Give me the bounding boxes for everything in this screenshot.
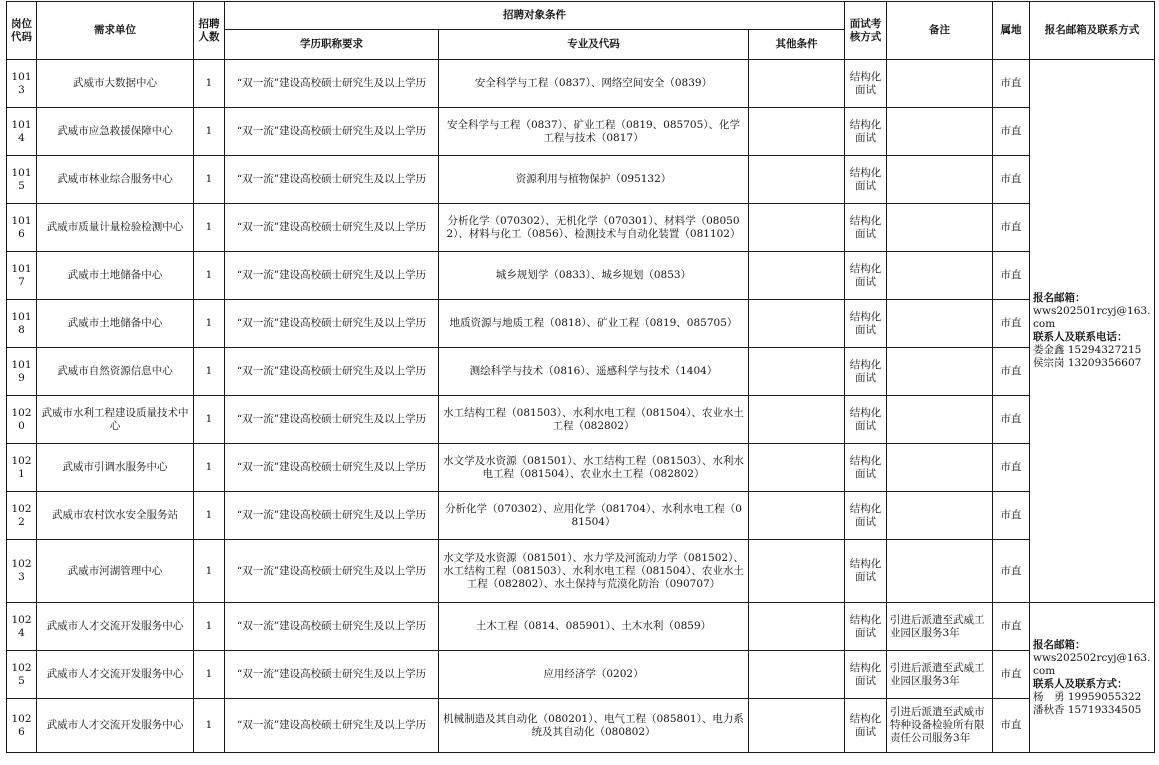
post-code-cell: 1025 [7, 651, 37, 699]
education-cell: “双一流”建设高校硕士研究生及以上学历 [225, 348, 439, 396]
remarks-cell [887, 60, 993, 108]
post-code-cell: 1023 [7, 540, 37, 603]
education-cell: “双一流”建设高校硕士研究生及以上学历 [225, 699, 439, 753]
area-cell: 市直 [993, 252, 1030, 300]
header-area: 属地 [993, 2, 1030, 60]
education-cell: “双一流”建设高校硕士研究生及以上学历 [225, 156, 439, 204]
remarks-cell: 引进后派遣至武威市特种设备检验所有限责任公司服务3年 [887, 699, 993, 753]
count-cell: 1 [194, 444, 225, 492]
unit-cell: 武威市水利工程建设质量技术中心 [37, 396, 194, 444]
contact-person: 杨 勇 19959055322 [1033, 690, 1142, 703]
contact-cell [1030, 60, 1155, 603]
remarks-cell [887, 444, 993, 492]
table-row [7, 60, 1155, 108]
post-code-cell: 1019 [7, 348, 37, 396]
major-cell: 水工结构工程（081503）、水利水电工程（081504）、农业水土工程（082802） [439, 396, 749, 444]
header-major: 专业及代码 [439, 30, 749, 60]
post-code-cell: 1026 [7, 699, 37, 753]
major-cell: 机械制造及其自动化（080201）、电气工程（085801）、电力系统及其自动化（080802） [439, 699, 749, 753]
unit-cell: 武威市土地储备中心 [37, 300, 194, 348]
remarks-cell [887, 300, 993, 348]
other-cell [749, 108, 845, 156]
major-cell: 水文学及水资源（081501）、水力学及河流动力学（081502）、水工结构工程（081503）、水利水电工程（081504）、农业水土工程（082802）、水土保持与荒漠化防治（090707） [439, 540, 749, 603]
header-remarks: 备注 [887, 2, 993, 60]
post-code-cell: 1014 [7, 108, 37, 156]
contact-cell [1030, 603, 1155, 753]
interview-cell: 结构化面试 [845, 492, 887, 540]
unit-cell: 武威市人才交流开发服务中心 [37, 651, 194, 699]
remarks-cell [887, 396, 993, 444]
unit-cell: 武威市人才交流开发服务中心 [37, 603, 194, 651]
interview-cell: 结构化面试 [845, 603, 887, 651]
other-cell [749, 444, 845, 492]
area-cell: 市直 [993, 444, 1030, 492]
interview-cell: 结构化面试 [845, 699, 887, 753]
other-cell [749, 156, 845, 204]
count-cell: 1 [194, 699, 225, 753]
count-cell: 1 [194, 540, 225, 603]
other-cell [749, 651, 845, 699]
major-cell: 地质资源与地质工程（0818）、矿业工程（0819、085705） [439, 300, 749, 348]
major-cell: 资源利用与植物保护（095132） [439, 156, 749, 204]
education-cell: “双一流”建设高校硕士研究生及以上学历 [225, 396, 439, 444]
other-cell [749, 300, 845, 348]
contact-person: 潘秋香 15719334505 [1033, 703, 1142, 716]
education-cell: “双一流”建设高校硕士研究生及以上学历 [225, 444, 439, 492]
unit-cell: 武威市林业综合服务中心 [37, 156, 194, 204]
table-row [7, 603, 1155, 651]
area-cell: 市直 [993, 348, 1030, 396]
table-row [7, 444, 1155, 492]
interview-cell: 结构化面试 [845, 396, 887, 444]
header-count: 招聘人数 [194, 2, 225, 60]
remarks-cell [887, 156, 993, 204]
education-cell: “双一流”建设高校硕士研究生及以上学历 [225, 540, 439, 603]
header-post-code: 岗位代码 [7, 2, 37, 60]
contact-people-label: 联系人及联系方式： [1033, 677, 1128, 690]
other-cell [749, 60, 845, 108]
education-cell: “双一流”建设高校硕士研究生及以上学历 [225, 300, 439, 348]
post-code-cell: 1020 [7, 396, 37, 444]
table-row [7, 156, 1155, 204]
remarks-cell: 引进后派遣至武威工业园区服务3年 [887, 603, 993, 651]
area-cell: 市直 [993, 540, 1030, 603]
remarks-cell [887, 108, 993, 156]
count-cell: 1 [194, 156, 225, 204]
post-code-cell: 1021 [7, 444, 37, 492]
education-cell: “双一流”建设高校硕士研究生及以上学历 [225, 492, 439, 540]
contact-person: 娄金鑫 15294327215 [1033, 344, 1142, 356]
major-cell: 分析化学（070302）、应用化学（081704）、水利水电工程（081504） [439, 492, 749, 540]
interview-cell: 结构化面试 [845, 444, 887, 492]
unit-cell: 武威市人才交流开发服务中心 [37, 699, 194, 753]
count-cell: 1 [194, 300, 225, 348]
major-cell: 土木工程（0814、085901）、土木水利（0859） [439, 603, 749, 651]
major-cell: 安全科学与工程（0837）、矿业工程（0819、085705）、化学工程与技术（0817） [439, 108, 749, 156]
area-cell: 市直 [993, 603, 1030, 651]
table-row [7, 396, 1155, 444]
other-cell [749, 492, 845, 540]
education-cell: “双一流”建设高校硕士研究生及以上学历 [225, 108, 439, 156]
unit-cell: 武威市土地储备中心 [37, 252, 194, 300]
area-cell: 市直 [993, 300, 1030, 348]
unit-cell: 武威市质量计量检验检测中心 [37, 204, 194, 252]
area-cell: 市直 [993, 651, 1030, 699]
interview-cell: 结构化面试 [845, 108, 887, 156]
major-cell: 城乡规划学（0833）、城乡规划（0853） [439, 252, 749, 300]
area-cell: 市直 [993, 60, 1030, 108]
count-cell: 1 [194, 396, 225, 444]
post-code-cell: 1013 [7, 60, 37, 108]
contact-people-label: 联系人及联系电话： [1033, 331, 1128, 343]
major-cell: 水文学及水资源（081501）、水工结构工程（081503）、水利水电工程（081504）、农业水土工程（082802） [439, 444, 749, 492]
email-address: wws202501rcyj@163.com [1033, 305, 1151, 330]
email-label: 报名邮箱： [1033, 292, 1086, 304]
recruitment-table-wrapper [6, 1, 1155, 753]
remarks-cell [887, 540, 993, 603]
other-cell [749, 396, 845, 444]
count-cell: 1 [194, 60, 225, 108]
education-cell: “双一流”建设高校硕士研究生及以上学历 [225, 651, 439, 699]
major-cell: 分析化学（070302）、无机化学（070301）、材料学（080502）、材料与化工（0856）、检测技术与自动化装置（081102） [439, 204, 749, 252]
table-row [7, 108, 1155, 156]
area-cell: 市直 [993, 396, 1030, 444]
other-cell [749, 348, 845, 396]
area-cell: 市直 [993, 492, 1030, 540]
interview-cell: 结构化面试 [845, 540, 887, 603]
table-row [7, 699, 1155, 753]
count-cell: 1 [194, 348, 225, 396]
table-header [7, 2, 1155, 60]
post-code-cell: 1017 [7, 252, 37, 300]
remarks-cell [887, 252, 993, 300]
unit-cell: 武威市农村饮水安全服务站 [37, 492, 194, 540]
post-code-cell: 1016 [7, 204, 37, 252]
interview-cell: 结构化面试 [845, 60, 887, 108]
area-cell: 市直 [993, 699, 1030, 753]
count-cell: 1 [194, 651, 225, 699]
unit-cell: 武威市自然资源信息中心 [37, 348, 194, 396]
count-cell: 1 [194, 108, 225, 156]
remarks-cell [887, 348, 993, 396]
table-row [7, 540, 1155, 603]
table-row [7, 651, 1155, 699]
interview-cell: 结构化面试 [845, 204, 887, 252]
area-cell: 市直 [993, 156, 1030, 204]
remarks-cell [887, 492, 993, 540]
major-cell: 测绘科学与技术（0816）、遥感科学与技术（1404） [439, 348, 749, 396]
area-cell: 市直 [993, 204, 1030, 252]
table-row [7, 300, 1155, 348]
table-row [7, 252, 1155, 300]
unit-cell: 武威市大数据中心 [37, 60, 194, 108]
table-row [7, 204, 1155, 252]
major-cell: 应用经济学（0202） [439, 651, 749, 699]
header-unit: 需求单位 [37, 2, 194, 60]
recruitment-table [6, 1, 1155, 753]
header-other: 其他条件 [749, 30, 845, 60]
table-row [7, 492, 1155, 540]
header-interview: 面试考核方式 [845, 2, 887, 60]
email-address: wws202502rcyj@163.com [1033, 651, 1151, 677]
education-cell: “双一流”建设高校硕士研究生及以上学历 [225, 252, 439, 300]
count-cell: 1 [194, 603, 225, 651]
education-cell: “双一流”建设高校硕士研究生及以上学历 [225, 60, 439, 108]
header-contact: 报名邮箱及联系方式 [1030, 2, 1155, 60]
count-cell: 1 [194, 252, 225, 300]
post-code-cell: 1018 [7, 300, 37, 348]
post-code-cell: 1024 [7, 603, 37, 651]
area-cell: 市直 [993, 108, 1030, 156]
count-cell: 1 [194, 204, 225, 252]
post-code-cell: 1015 [7, 156, 37, 204]
interview-cell: 结构化面试 [845, 651, 887, 699]
interview-cell: 结构化面试 [845, 300, 887, 348]
email-label: 报名邮箱： [1033, 638, 1086, 651]
interview-cell: 结构化面试 [845, 156, 887, 204]
unit-cell: 武威市引调水服务中心 [37, 444, 194, 492]
contact-person: 侯宗岗 13209356607 [1033, 357, 1142, 369]
remarks-cell [887, 204, 993, 252]
header-conditions: 招聘对象条件 [225, 2, 845, 30]
count-cell: 1 [194, 492, 225, 540]
interview-cell: 结构化面试 [845, 252, 887, 300]
post-code-cell: 1022 [7, 492, 37, 540]
table-row [7, 348, 1155, 396]
other-cell [749, 204, 845, 252]
header-education: 学历职称要求 [225, 30, 439, 60]
unit-cell: 武威市河湖管理中心 [37, 540, 194, 603]
interview-cell: 结构化面试 [845, 348, 887, 396]
education-cell: “双一流”建设高校硕士研究生及以上学历 [225, 603, 439, 651]
unit-cell: 武威市应急救援保障中心 [37, 108, 194, 156]
major-cell: 安全科学与工程（0837）、网络空间安全（0839） [439, 60, 749, 108]
education-cell: “双一流”建设高校硕士研究生及以上学历 [225, 204, 439, 252]
remarks-cell: 引进后派遣至武威工业园区服务3年 [887, 651, 993, 699]
other-cell [749, 603, 845, 651]
table-body [7, 60, 1155, 753]
other-cell [749, 252, 845, 300]
other-cell [749, 699, 845, 753]
other-cell [749, 540, 845, 603]
